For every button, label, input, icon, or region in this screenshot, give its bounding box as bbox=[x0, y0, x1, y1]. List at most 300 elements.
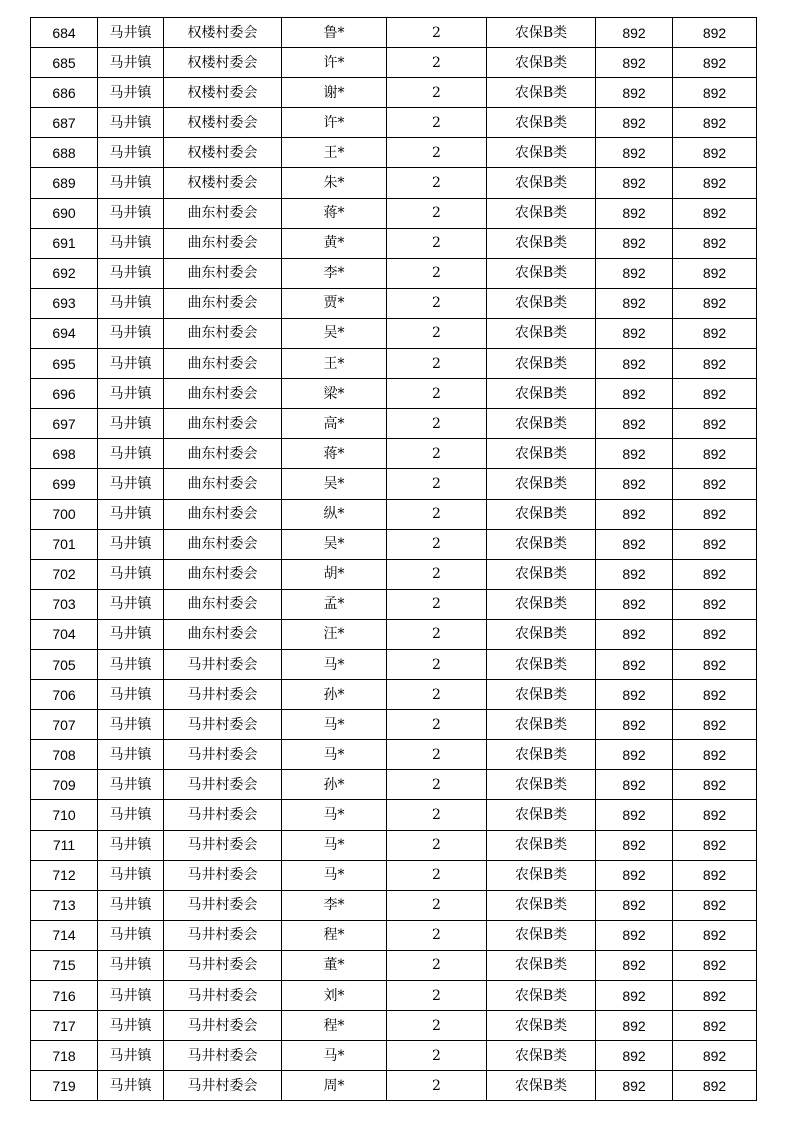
category-cell: 农保B类 bbox=[487, 890, 596, 920]
village-committee-cell: 曲东村委会 bbox=[164, 288, 282, 318]
village-committee-cell: 马井村委会 bbox=[164, 981, 282, 1011]
category-cell: 农保B类 bbox=[487, 228, 596, 258]
amount-total-cell: 892 bbox=[673, 78, 757, 108]
count-cell: 2 bbox=[387, 48, 487, 78]
village-committee-cell: 马井村委会 bbox=[164, 860, 282, 890]
amount-total-cell: 892 bbox=[673, 409, 757, 439]
beneficiary-table bbox=[30, 17, 757, 1101]
category-cell: 农保B类 bbox=[487, 349, 596, 379]
amount-total-cell: 892 bbox=[673, 619, 757, 649]
village-committee-cell: 马井村委会 bbox=[164, 1071, 282, 1101]
amount-total-cell: 892 bbox=[673, 379, 757, 409]
amount-cell: 892 bbox=[596, 830, 673, 860]
category-cell: 农保B类 bbox=[487, 409, 596, 439]
table-row bbox=[31, 439, 757, 469]
amount-total-cell: 892 bbox=[673, 710, 757, 740]
count-cell: 2 bbox=[387, 18, 487, 48]
table-row bbox=[31, 409, 757, 439]
table-row bbox=[31, 740, 757, 770]
count-cell: 2 bbox=[387, 710, 487, 740]
town-cell: 马井镇 bbox=[98, 48, 164, 78]
row-number-cell: 705 bbox=[31, 649, 98, 679]
amount-total-cell: 892 bbox=[673, 589, 757, 619]
table-row bbox=[31, 649, 757, 679]
count-cell: 2 bbox=[387, 379, 487, 409]
village-committee-cell: 曲东村委会 bbox=[164, 439, 282, 469]
count-cell: 2 bbox=[387, 1011, 487, 1041]
amount-total-cell: 892 bbox=[673, 1041, 757, 1071]
table-body bbox=[31, 18, 757, 1101]
table-row bbox=[31, 228, 757, 258]
category-cell: 农保B类 bbox=[487, 469, 596, 499]
amount-total-cell: 892 bbox=[673, 439, 757, 469]
row-number-cell: 687 bbox=[31, 108, 98, 138]
amount-total-cell: 892 bbox=[673, 18, 757, 48]
town-cell: 马井镇 bbox=[98, 379, 164, 409]
name-cell: 马* bbox=[282, 830, 387, 860]
amount-total-cell: 892 bbox=[673, 981, 757, 1011]
count-cell: 2 bbox=[387, 198, 487, 228]
amount-cell: 892 bbox=[596, 950, 673, 980]
amount-total-cell: 892 bbox=[673, 680, 757, 710]
name-cell: 马* bbox=[282, 1041, 387, 1071]
category-cell: 农保B类 bbox=[487, 860, 596, 890]
town-cell: 马井镇 bbox=[98, 950, 164, 980]
table-row bbox=[31, 680, 757, 710]
count-cell: 2 bbox=[387, 168, 487, 198]
town-cell: 马井镇 bbox=[98, 168, 164, 198]
row-number-cell: 711 bbox=[31, 830, 98, 860]
row-number-cell: 702 bbox=[31, 559, 98, 589]
row-number-cell: 700 bbox=[31, 499, 98, 529]
town-cell: 马井镇 bbox=[98, 770, 164, 800]
town-cell: 马井镇 bbox=[98, 228, 164, 258]
name-cell: 王* bbox=[282, 349, 387, 379]
count-cell: 2 bbox=[387, 78, 487, 108]
name-cell: 汪* bbox=[282, 619, 387, 649]
village-committee-cell: 权楼村委会 bbox=[164, 168, 282, 198]
table-row bbox=[31, 981, 757, 1011]
row-number-cell: 695 bbox=[31, 349, 98, 379]
amount-cell: 892 bbox=[596, 409, 673, 439]
name-cell: 贾* bbox=[282, 288, 387, 318]
count-cell: 2 bbox=[387, 108, 487, 138]
town-cell: 马井镇 bbox=[98, 198, 164, 228]
table-row bbox=[31, 198, 757, 228]
town-cell: 马井镇 bbox=[98, 1041, 164, 1071]
name-cell: 孟* bbox=[282, 589, 387, 619]
table-row bbox=[31, 1041, 757, 1071]
name-cell: 梁* bbox=[282, 379, 387, 409]
table-row bbox=[31, 950, 757, 980]
amount-total-cell: 892 bbox=[673, 258, 757, 288]
village-committee-cell: 曲东村委会 bbox=[164, 409, 282, 439]
village-committee-cell: 马井村委会 bbox=[164, 740, 282, 770]
town-cell: 马井镇 bbox=[98, 860, 164, 890]
row-number-cell: 696 bbox=[31, 379, 98, 409]
amount-cell: 892 bbox=[596, 529, 673, 559]
town-cell: 马井镇 bbox=[98, 318, 164, 348]
count-cell: 2 bbox=[387, 409, 487, 439]
table-row bbox=[31, 138, 757, 168]
town-cell: 马井镇 bbox=[98, 499, 164, 529]
town-cell: 马井镇 bbox=[98, 409, 164, 439]
amount-cell: 892 bbox=[596, 108, 673, 138]
count-cell: 2 bbox=[387, 1071, 487, 1101]
amount-total-cell: 892 bbox=[673, 830, 757, 860]
name-cell: 吴* bbox=[282, 318, 387, 348]
name-cell: 马* bbox=[282, 649, 387, 679]
name-cell: 孙* bbox=[282, 680, 387, 710]
table-row bbox=[31, 559, 757, 589]
village-committee-cell: 马井村委会 bbox=[164, 890, 282, 920]
amount-total-cell: 892 bbox=[673, 890, 757, 920]
name-cell: 谢* bbox=[282, 78, 387, 108]
table-row bbox=[31, 108, 757, 138]
amount-total-cell: 892 bbox=[673, 559, 757, 589]
name-cell: 周* bbox=[282, 1071, 387, 1101]
row-number-cell: 685 bbox=[31, 48, 98, 78]
amount-total-cell: 892 bbox=[673, 288, 757, 318]
amount-cell: 892 bbox=[596, 800, 673, 830]
amount-cell: 892 bbox=[596, 138, 673, 168]
amount-total-cell: 892 bbox=[673, 800, 757, 830]
town-cell: 马井镇 bbox=[98, 890, 164, 920]
amount-cell: 892 bbox=[596, 981, 673, 1011]
count-cell: 2 bbox=[387, 890, 487, 920]
name-cell: 鲁* bbox=[282, 18, 387, 48]
category-cell: 农保B类 bbox=[487, 770, 596, 800]
table-row bbox=[31, 920, 757, 950]
count-cell: 2 bbox=[387, 439, 487, 469]
village-committee-cell: 马井村委会 bbox=[164, 710, 282, 740]
table-row bbox=[31, 379, 757, 409]
count-cell: 2 bbox=[387, 469, 487, 499]
town-cell: 马井镇 bbox=[98, 18, 164, 48]
town-cell: 马井镇 bbox=[98, 258, 164, 288]
document-page bbox=[30, 17, 756, 1101]
category-cell: 农保B类 bbox=[487, 108, 596, 138]
table-row bbox=[31, 529, 757, 559]
town-cell: 马井镇 bbox=[98, 78, 164, 108]
row-number-cell: 690 bbox=[31, 198, 98, 228]
name-cell: 蒋* bbox=[282, 198, 387, 228]
category-cell: 农保B类 bbox=[487, 830, 596, 860]
amount-cell: 892 bbox=[596, 379, 673, 409]
village-committee-cell: 曲东村委会 bbox=[164, 379, 282, 409]
name-cell: 马* bbox=[282, 740, 387, 770]
village-committee-cell: 马井村委会 bbox=[164, 1011, 282, 1041]
count-cell: 2 bbox=[387, 318, 487, 348]
row-number-cell: 715 bbox=[31, 950, 98, 980]
category-cell: 农保B类 bbox=[487, 168, 596, 198]
row-number-cell: 692 bbox=[31, 258, 98, 288]
count-cell: 2 bbox=[387, 1041, 487, 1071]
row-number-cell: 713 bbox=[31, 890, 98, 920]
category-cell: 农保B类 bbox=[487, 48, 596, 78]
count-cell: 2 bbox=[387, 258, 487, 288]
amount-total-cell: 892 bbox=[673, 469, 757, 499]
amount-total-cell: 892 bbox=[673, 138, 757, 168]
category-cell: 农保B类 bbox=[487, 1041, 596, 1071]
name-cell: 纵* bbox=[282, 499, 387, 529]
row-number-cell: 710 bbox=[31, 800, 98, 830]
village-committee-cell: 曲东村委会 bbox=[164, 318, 282, 348]
category-cell: 农保B类 bbox=[487, 1011, 596, 1041]
amount-total-cell: 892 bbox=[673, 198, 757, 228]
row-number-cell: 714 bbox=[31, 920, 98, 950]
name-cell: 孙* bbox=[282, 770, 387, 800]
amount-cell: 892 bbox=[596, 469, 673, 499]
table-row bbox=[31, 619, 757, 649]
amount-cell: 892 bbox=[596, 18, 673, 48]
town-cell: 马井镇 bbox=[98, 649, 164, 679]
row-number-cell: 698 bbox=[31, 439, 98, 469]
amount-cell: 892 bbox=[596, 1041, 673, 1071]
name-cell: 马* bbox=[282, 800, 387, 830]
row-number-cell: 686 bbox=[31, 78, 98, 108]
town-cell: 马井镇 bbox=[98, 830, 164, 860]
name-cell: 程* bbox=[282, 920, 387, 950]
category-cell: 农保B类 bbox=[487, 499, 596, 529]
amount-total-cell: 892 bbox=[673, 318, 757, 348]
amount-cell: 892 bbox=[596, 649, 673, 679]
village-committee-cell: 权楼村委会 bbox=[164, 78, 282, 108]
town-cell: 马井镇 bbox=[98, 800, 164, 830]
row-number-cell: 693 bbox=[31, 288, 98, 318]
village-committee-cell: 曲东村委会 bbox=[164, 258, 282, 288]
name-cell: 程* bbox=[282, 1011, 387, 1041]
row-number-cell: 707 bbox=[31, 710, 98, 740]
amount-total-cell: 892 bbox=[673, 499, 757, 529]
category-cell: 农保B类 bbox=[487, 1071, 596, 1101]
category-cell: 农保B类 bbox=[487, 318, 596, 348]
table-row bbox=[31, 499, 757, 529]
town-cell: 马井镇 bbox=[98, 619, 164, 649]
count-cell: 2 bbox=[387, 680, 487, 710]
row-number-cell: 691 bbox=[31, 228, 98, 258]
row-number-cell: 684 bbox=[31, 18, 98, 48]
amount-total-cell: 892 bbox=[673, 228, 757, 258]
count-cell: 2 bbox=[387, 529, 487, 559]
village-committee-cell: 曲东村委会 bbox=[164, 589, 282, 619]
village-committee-cell: 曲东村委会 bbox=[164, 499, 282, 529]
table-row bbox=[31, 469, 757, 499]
village-committee-cell: 曲东村委会 bbox=[164, 349, 282, 379]
amount-total-cell: 892 bbox=[673, 349, 757, 379]
category-cell: 农保B类 bbox=[487, 589, 596, 619]
category-cell: 农保B类 bbox=[487, 680, 596, 710]
village-committee-cell: 曲东村委会 bbox=[164, 619, 282, 649]
table-row bbox=[31, 800, 757, 830]
name-cell: 吴* bbox=[282, 529, 387, 559]
village-committee-cell: 马井村委会 bbox=[164, 649, 282, 679]
village-committee-cell: 曲东村委会 bbox=[164, 228, 282, 258]
table-row bbox=[31, 830, 757, 860]
count-cell: 2 bbox=[387, 349, 487, 379]
category-cell: 农保B类 bbox=[487, 649, 596, 679]
table-row bbox=[31, 1011, 757, 1041]
name-cell: 许* bbox=[282, 108, 387, 138]
amount-cell: 892 bbox=[596, 680, 673, 710]
town-cell: 马井镇 bbox=[98, 529, 164, 559]
row-number-cell: 716 bbox=[31, 981, 98, 1011]
row-number-cell: 712 bbox=[31, 860, 98, 890]
count-cell: 2 bbox=[387, 740, 487, 770]
row-number-cell: 708 bbox=[31, 740, 98, 770]
village-committee-cell: 权楼村委会 bbox=[164, 18, 282, 48]
count-cell: 2 bbox=[387, 770, 487, 800]
amount-total-cell: 892 bbox=[673, 108, 757, 138]
row-number-cell: 688 bbox=[31, 138, 98, 168]
count-cell: 2 bbox=[387, 920, 487, 950]
amount-cell: 892 bbox=[596, 710, 673, 740]
amount-total-cell: 892 bbox=[673, 1071, 757, 1101]
row-number-cell: 701 bbox=[31, 529, 98, 559]
amount-cell: 892 bbox=[596, 288, 673, 318]
amount-cell: 892 bbox=[596, 499, 673, 529]
count-cell: 2 bbox=[387, 649, 487, 679]
row-number-cell: 718 bbox=[31, 1041, 98, 1071]
amount-total-cell: 892 bbox=[673, 529, 757, 559]
count-cell: 2 bbox=[387, 619, 487, 649]
category-cell: 农保B类 bbox=[487, 740, 596, 770]
category-cell: 农保B类 bbox=[487, 439, 596, 469]
row-number-cell: 704 bbox=[31, 619, 98, 649]
name-cell: 吴* bbox=[282, 469, 387, 499]
amount-cell: 892 bbox=[596, 559, 673, 589]
amount-total-cell: 892 bbox=[673, 740, 757, 770]
count-cell: 2 bbox=[387, 288, 487, 318]
category-cell: 农保B类 bbox=[487, 529, 596, 559]
amount-cell: 892 bbox=[596, 770, 673, 800]
amount-total-cell: 892 bbox=[673, 770, 757, 800]
table-row bbox=[31, 78, 757, 108]
count-cell: 2 bbox=[387, 228, 487, 258]
name-cell: 朱* bbox=[282, 168, 387, 198]
town-cell: 马井镇 bbox=[98, 680, 164, 710]
village-committee-cell: 马井村委会 bbox=[164, 830, 282, 860]
row-number-cell: 719 bbox=[31, 1071, 98, 1101]
category-cell: 农保B类 bbox=[487, 559, 596, 589]
table-row bbox=[31, 318, 757, 348]
amount-total-cell: 892 bbox=[673, 920, 757, 950]
name-cell: 许* bbox=[282, 48, 387, 78]
category-cell: 农保B类 bbox=[487, 78, 596, 108]
amount-total-cell: 892 bbox=[673, 860, 757, 890]
category-cell: 农保B类 bbox=[487, 981, 596, 1011]
town-cell: 马井镇 bbox=[98, 469, 164, 499]
town-cell: 马井镇 bbox=[98, 439, 164, 469]
count-cell: 2 bbox=[387, 860, 487, 890]
amount-cell: 892 bbox=[596, 318, 673, 348]
name-cell: 马* bbox=[282, 860, 387, 890]
town-cell: 马井镇 bbox=[98, 920, 164, 950]
amount-cell: 892 bbox=[596, 168, 673, 198]
count-cell: 2 bbox=[387, 800, 487, 830]
category-cell: 农保B类 bbox=[487, 800, 596, 830]
town-cell: 马井镇 bbox=[98, 981, 164, 1011]
amount-cell: 892 bbox=[596, 860, 673, 890]
count-cell: 2 bbox=[387, 499, 487, 529]
amount-cell: 892 bbox=[596, 920, 673, 950]
amount-total-cell: 892 bbox=[673, 950, 757, 980]
table-row bbox=[31, 770, 757, 800]
table-row bbox=[31, 860, 757, 890]
village-committee-cell: 曲东村委会 bbox=[164, 198, 282, 228]
town-cell: 马井镇 bbox=[98, 288, 164, 318]
name-cell: 蒋* bbox=[282, 439, 387, 469]
village-committee-cell: 权楼村委会 bbox=[164, 108, 282, 138]
amount-cell: 892 bbox=[596, 740, 673, 770]
row-number-cell: 699 bbox=[31, 469, 98, 499]
town-cell: 马井镇 bbox=[98, 710, 164, 740]
row-number-cell: 709 bbox=[31, 770, 98, 800]
count-cell: 2 bbox=[387, 830, 487, 860]
table-row bbox=[31, 349, 757, 379]
category-cell: 农保B类 bbox=[487, 950, 596, 980]
amount-total-cell: 892 bbox=[673, 168, 757, 198]
table-row bbox=[31, 1071, 757, 1101]
town-cell: 马井镇 bbox=[98, 349, 164, 379]
name-cell: 黄* bbox=[282, 228, 387, 258]
amount-total-cell: 892 bbox=[673, 48, 757, 78]
category-cell: 农保B类 bbox=[487, 258, 596, 288]
village-committee-cell: 曲东村委会 bbox=[164, 559, 282, 589]
category-cell: 农保B类 bbox=[487, 619, 596, 649]
category-cell: 农保B类 bbox=[487, 379, 596, 409]
village-committee-cell: 马井村委会 bbox=[164, 920, 282, 950]
amount-cell: 892 bbox=[596, 78, 673, 108]
category-cell: 农保B类 bbox=[487, 198, 596, 228]
table-row bbox=[31, 288, 757, 318]
category-cell: 农保B类 bbox=[487, 288, 596, 318]
village-committee-cell: 权楼村委会 bbox=[164, 138, 282, 168]
amount-cell: 892 bbox=[596, 48, 673, 78]
town-cell: 马井镇 bbox=[98, 108, 164, 138]
village-committee-cell: 马井村委会 bbox=[164, 800, 282, 830]
village-committee-cell: 马井村委会 bbox=[164, 1041, 282, 1071]
name-cell: 高* bbox=[282, 409, 387, 439]
row-number-cell: 689 bbox=[31, 168, 98, 198]
table-row bbox=[31, 710, 757, 740]
category-cell: 农保B类 bbox=[487, 138, 596, 168]
row-number-cell: 703 bbox=[31, 589, 98, 619]
row-number-cell: 694 bbox=[31, 318, 98, 348]
name-cell: 李* bbox=[282, 258, 387, 288]
amount-cell: 892 bbox=[596, 349, 673, 379]
count-cell: 2 bbox=[387, 559, 487, 589]
amount-cell: 892 bbox=[596, 890, 673, 920]
village-committee-cell: 马井村委会 bbox=[164, 680, 282, 710]
village-committee-cell: 曲东村委会 bbox=[164, 469, 282, 499]
table-row bbox=[31, 168, 757, 198]
amount-cell: 892 bbox=[596, 619, 673, 649]
town-cell: 马井镇 bbox=[98, 138, 164, 168]
amount-cell: 892 bbox=[596, 439, 673, 469]
village-committee-cell: 马井村委会 bbox=[164, 950, 282, 980]
town-cell: 马井镇 bbox=[98, 1071, 164, 1101]
count-cell: 2 bbox=[387, 981, 487, 1011]
amount-cell: 892 bbox=[596, 589, 673, 619]
table-row bbox=[31, 589, 757, 619]
village-committee-cell: 马井村委会 bbox=[164, 770, 282, 800]
town-cell: 马井镇 bbox=[98, 740, 164, 770]
town-cell: 马井镇 bbox=[98, 589, 164, 619]
amount-cell: 892 bbox=[596, 258, 673, 288]
count-cell: 2 bbox=[387, 138, 487, 168]
name-cell: 李* bbox=[282, 890, 387, 920]
